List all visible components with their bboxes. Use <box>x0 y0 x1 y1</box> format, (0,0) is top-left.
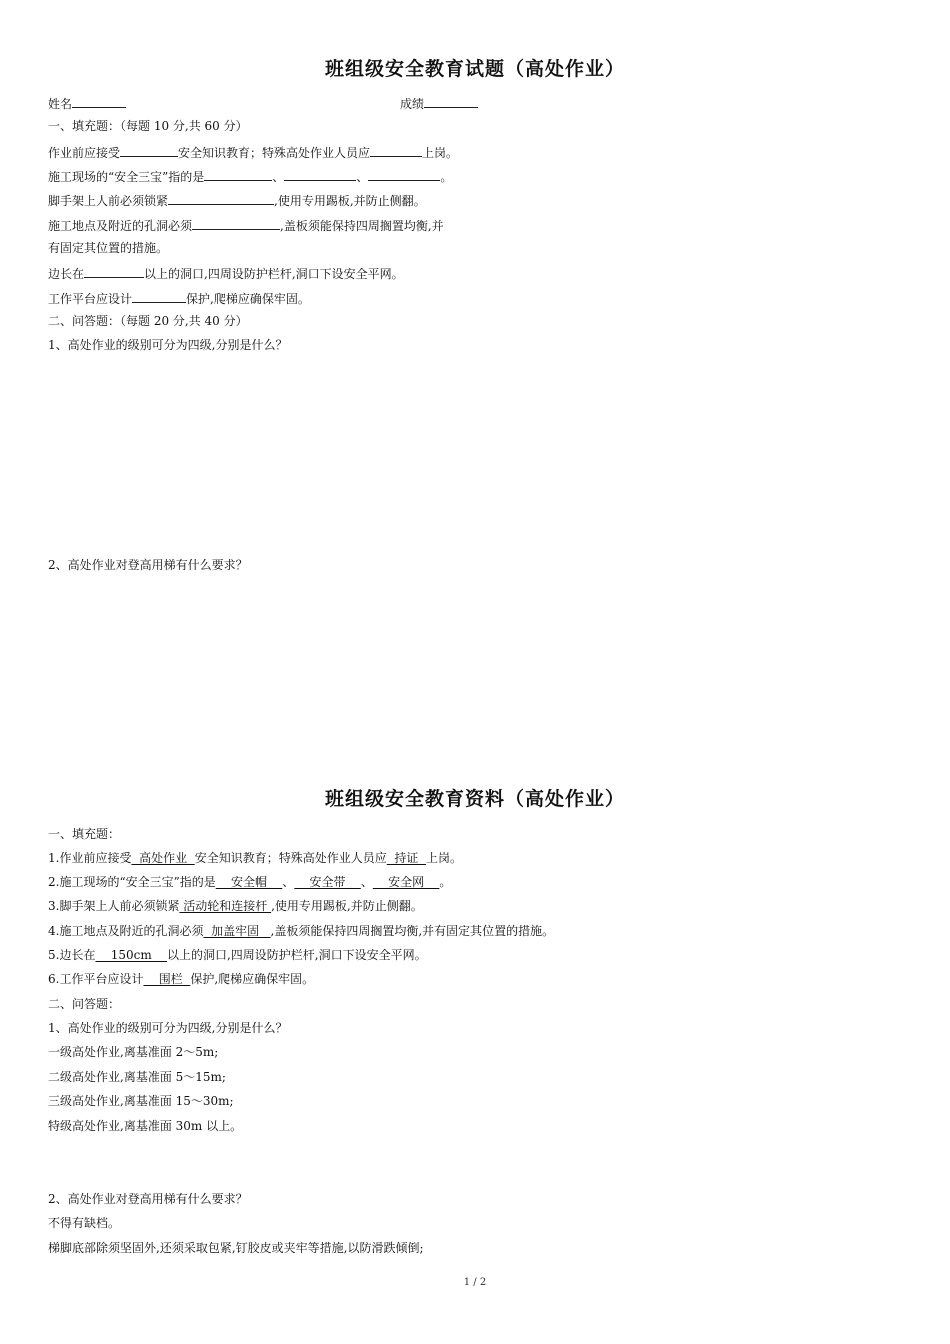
exam-title: 班组级安全教育试题（高处作业） <box>324 58 625 80</box>
answers-section2-heading: 二、问答题： <box>48 997 121 1011</box>
a2-text-a: 2.施工现场的“安全三宝”指的是 <box>48 875 216 889</box>
a6-answer-1: 围栏 <box>143 972 191 986</box>
answers-qa1: 1、高处作业的级别可分为四级,分别是什么？ <box>48 1021 288 1035</box>
q2-blank-1[interactable] <box>204 167 272 181</box>
q2-blank-3[interactable] <box>368 167 440 181</box>
a1-text-c: 上岗。 <box>426 851 463 865</box>
a2-answer-1: 安全帽 <box>215 875 283 889</box>
exam-q2 <box>48 167 452 185</box>
q3-text-b: ,使用专用踢板,并防止侧翻。 <box>274 194 426 208</box>
a1-text-b: 安全知识教育；特殊高处作业人员应 <box>194 851 387 865</box>
name-label: 姓名 <box>48 97 73 111</box>
score-label: 成绩 <box>400 97 425 111</box>
q2-blank-2[interactable] <box>284 167 356 181</box>
exam-section1-heading: 一、填充题：（每题 10 分,共 60 分） <box>48 119 248 133</box>
q1-text-c: 上岗。 <box>422 146 459 160</box>
q6-text-a: 工作平台应设计 <box>48 292 133 306</box>
q4-text-b: ,盖板须能保持四周搁置均衡,并 <box>280 219 444 233</box>
answers-qa2: 2、高处作业对登高用梯有什么要求？ <box>48 1192 248 1206</box>
a4-text-a: 4.施工地点及附近的孔洞必须 <box>48 924 204 938</box>
a5-text-a: 5.边长在 <box>48 948 96 962</box>
exam-q1 <box>48 143 458 161</box>
q2-sep-1: 、 <box>272 170 285 184</box>
q2-sep-2: 、 <box>356 170 369 184</box>
q4-blank-1[interactable] <box>192 216 280 230</box>
score-blank[interactable] <box>424 94 478 108</box>
q5-text-a: 边长在 <box>48 267 85 281</box>
q3-text-a: 脚手架上人前必须锁紧 <box>48 194 169 208</box>
q1-blank-1[interactable] <box>120 143 178 157</box>
qa1-answer-line: 三级高处作业,离基准面 15～30m; <box>48 1094 234 1108</box>
q1-blank-2[interactable] <box>370 143 422 157</box>
answers-section1-heading: 一、填充题： <box>48 827 121 841</box>
exam-q4 <box>48 216 444 234</box>
q2-end: 。 <box>440 170 453 184</box>
qa1-answer-line: 二级高处作业,离基准面 5～15m; <box>48 1070 226 1084</box>
qa1-answer-line: 特级高处作业,离基准面 30m 以上。 <box>48 1119 243 1133</box>
q1-text-a: 作业前应接受 <box>48 146 121 160</box>
qa2-answer-line: 梯脚底部除须坚固外,还须采取包紧,钉胶皮或夹牢等措施,以防滑跌倾倒; <box>48 1241 424 1255</box>
qa1-answer-line: 一级高处作业,离基准面 2～5m; <box>48 1045 219 1059</box>
q4-text-a: 施工地点及附近的孔洞必须 <box>48 219 193 233</box>
exam-qa1: 1、高处作业的级别可分为四级,分别是什么？ <box>48 338 288 352</box>
answer-4 <box>48 923 554 939</box>
a2-end: 。 <box>439 875 452 889</box>
a2-answer-2: 安全带 <box>294 875 361 889</box>
score-field <box>400 94 478 112</box>
a2-answer-3: 安全网 <box>372 875 440 889</box>
a6-text-a: 6.工作平台应设计 <box>48 972 144 986</box>
page-number: 1 / 2 <box>463 1277 487 1288</box>
a1-answer-1: 高处作业 <box>131 851 195 865</box>
q6-text-b: 保护,爬梯应确保牢固。 <box>186 292 310 306</box>
a1-text-a: 1.作业前应接受 <box>48 851 132 865</box>
answer-5 <box>48 947 427 963</box>
a4-text-b: ,盖板须能保持四周搁置均衡,并有固定其位置的措施。 <box>270 924 555 938</box>
answer-3 <box>48 898 423 914</box>
answers-title: 班组级安全教育资料（高处作业） <box>324 788 625 810</box>
a5-answer-1: 150cm <box>95 948 167 962</box>
a6-text-b: 保护,爬梯应确保牢固。 <box>190 972 315 986</box>
a4-answer-1: 加盖牢固 <box>203 924 271 938</box>
name-blank[interactable] <box>72 94 126 108</box>
q2-text-a: 施工现场的“安全三宝”指的是 <box>48 170 205 184</box>
q1-text-b: 安全知识教育；特殊高处作业人员应 <box>178 146 371 160</box>
a3-answer-1: 活动轮和连接杆 <box>179 899 272 913</box>
a5-text-b: 以上的洞口,四周设防护栏杆,洞口下设安全平网。 <box>166 948 427 962</box>
answer-2 <box>48 874 451 890</box>
a2-sep-1: 、 <box>282 875 295 889</box>
answer-1 <box>48 850 462 866</box>
exam-section2-heading: 二、问答题：（每题 20 分,共 40 分） <box>48 314 248 328</box>
qa2-answer-line: 不得有缺档。 <box>48 1216 121 1230</box>
name-field <box>48 94 126 112</box>
a2-sep-2: 、 <box>360 875 373 889</box>
a1-answer-2: 持证 <box>386 851 426 865</box>
a3-text-a: 3.脚手架上人前必须锁紧 <box>48 899 180 913</box>
a3-text-b: ,使用专用踢板,并防止侧翻。 <box>271 899 423 913</box>
exam-q3 <box>48 191 426 209</box>
q6-blank-1[interactable] <box>132 289 186 303</box>
exam-q4-cont: 有固定其位置的措施。 <box>48 241 169 255</box>
exam-qa2: 2、高处作业对登高用梯有什么要求？ <box>48 558 248 572</box>
exam-q6 <box>48 289 310 307</box>
q3-blank-1[interactable] <box>168 191 274 205</box>
q5-blank-1[interactable] <box>84 264 144 278</box>
q5-text-b: 以上的洞口,四周设防护栏杆,洞口下设安全平网。 <box>144 267 404 281</box>
answer-6 <box>48 971 314 987</box>
exam-q5 <box>48 264 404 282</box>
